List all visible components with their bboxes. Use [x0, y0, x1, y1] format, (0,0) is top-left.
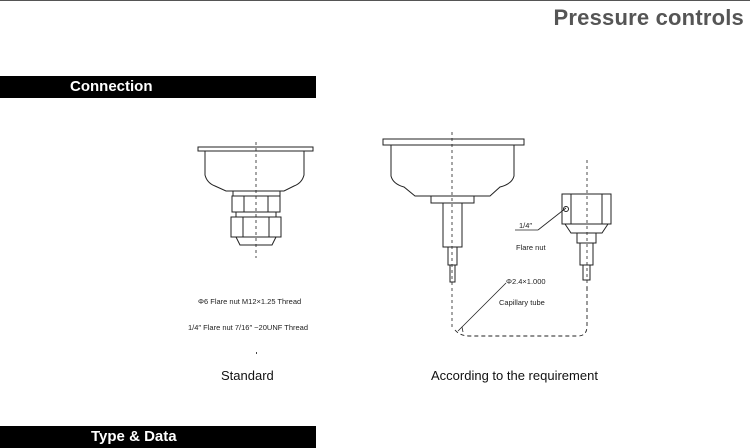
- section-header-type-data: [0, 426, 316, 448]
- capillary-dimension-label: Φ2.4×1.000: [506, 277, 546, 286]
- custom-caption: According to the requirement: [431, 368, 598, 383]
- standard-thread-spec-2: 1/4″ Flare nut 7/16″ −20UNF Thread: [188, 323, 309, 332]
- capillary-tube-path: [455, 286, 587, 336]
- standard-caption: Standard: [221, 368, 274, 383]
- standard-connector-drawing: [198, 142, 313, 258]
- page-title: Pressure controls: [553, 5, 744, 30]
- standard-thread-spec-1: Φ6 Flare nut M12×1.25 Thread: [198, 297, 302, 306]
- capillary-tube-label: Capillary tube: [499, 298, 545, 307]
- standard-marker-dot: [256, 352, 257, 354]
- flare-size-label: 1/4″: [519, 221, 533, 230]
- flare-nut-drawing: [562, 160, 611, 290]
- flare-nut-label: Flare nut: [516, 243, 546, 252]
- section-header-type-data-label: Type & Data: [91, 428, 177, 445]
- section-header-connection-label: Connection: [70, 78, 153, 95]
